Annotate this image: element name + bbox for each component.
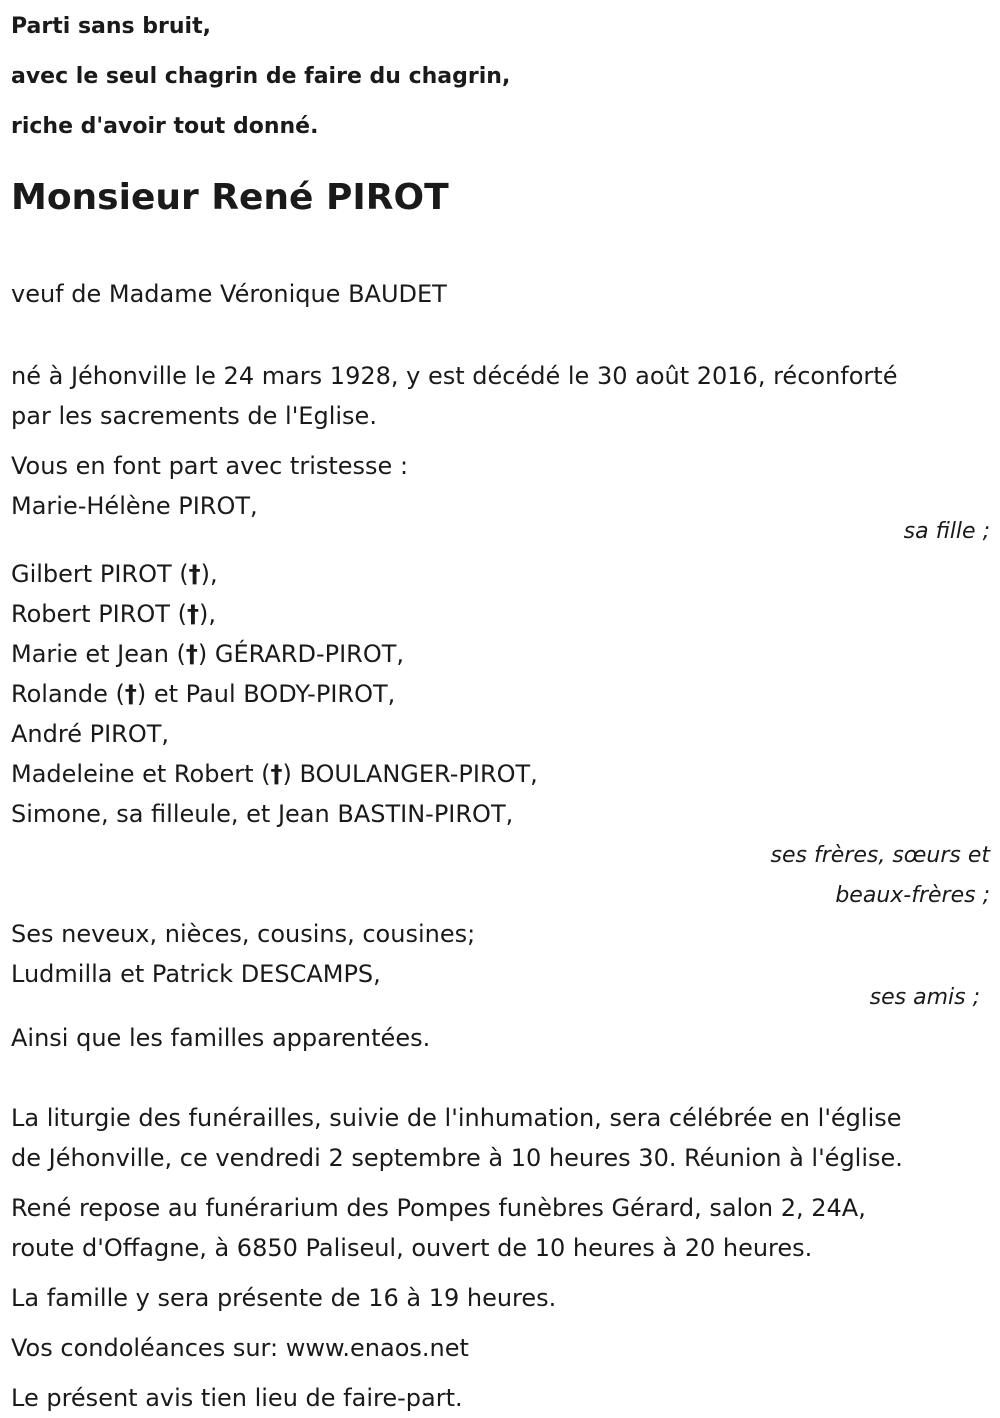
sibling-boulanger-pirot: Madeleine et Robert (†) BOULANGER-PIROT, — [11, 760, 538, 788]
rest-line-2: route d'Offagne, à 6850 Paliseul, ouvert de 10 heures à 20 heures. — [11, 1234, 813, 1262]
sibling-andre: André PIROT, — [11, 720, 170, 748]
families-line: Ainsi que les familles apparentées. — [11, 1024, 431, 1052]
deceased-name: Monsieur René PIROT — [11, 177, 449, 218]
daughter-name: Marie-Hélène PIROT, — [11, 492, 258, 520]
birth-death-paragraph — [11, 356, 990, 436]
rest-paragraph — [11, 1188, 990, 1268]
liturgy-line-1: La liturgie des funérailles, suivie de l'inhumation, sera célébrée en l'église — [11, 1104, 902, 1132]
cross-icon: † — [185, 640, 198, 668]
role-siblings — [11, 836, 990, 916]
cross-icon: † — [186, 600, 199, 628]
siblings-list — [11, 554, 990, 834]
friends-names: Ludmilla et Patrick DESCAMPS, — [11, 960, 381, 988]
role-friends: ses amis ; — [869, 985, 980, 1010]
widow-line: veuf de Madame Véronique BAUDET — [11, 280, 447, 308]
sibling-gerard-pirot: Marie et Jean (†) GÉRARD-PIROT, — [11, 640, 405, 668]
obituary-notice — [11, 0, 990, 1418]
sibling-gilbert: Gilbert PIROT (†), — [11, 560, 218, 588]
condolences-line: Vos condoléances sur: www.enaos.net — [11, 1334, 469, 1362]
role-daughter: sa fille ; — [903, 519, 990, 544]
role-siblings-line-2: beaux-frères ; — [835, 883, 990, 908]
family-presence-line: La famille y sera présente de 16 à 19 heures. — [11, 1284, 557, 1312]
rest-line-1: René repose au funérarium des Pompes funèbres Gérard, salon 2, 24A, — [11, 1194, 866, 1222]
notice-line: Le présent avis tien lieu de faire-part. — [11, 1384, 463, 1412]
relatives-line: Ses neveux, nièces, cousins, cousines; — [11, 920, 476, 948]
liturgy-line-2: de Jéhonville, ce vendredi 2 septembre à 10 heures 30. Réunion à l'église. — [11, 1144, 903, 1172]
sibling-bastin-pirot: Simone, sa filleule, et Jean BASTIN-PIROT, — [11, 800, 514, 828]
birth-line-1: né à Jéhonville le 24 mars 1928, y est décédé le 30 août 2016, réconforté — [11, 362, 898, 390]
epigraph — [11, 2, 990, 152]
sibling-robert: Robert PIROT (†), — [11, 600, 216, 628]
epigraph-line-1: Parti sans bruit, — [11, 14, 211, 39]
role-siblings-line-1: ses frères, sœurs et — [770, 843, 990, 868]
epigraph-line-3: riche d'avoir tout donné. — [11, 114, 319, 139]
liturgy-paragraph — [11, 1098, 990, 1178]
birth-line-2: par les sacrements de l'Eglise. — [11, 402, 377, 430]
cross-icon: † — [124, 680, 137, 708]
announce-line: Vous en font part avec tristesse : — [11, 452, 409, 480]
cross-icon: † — [188, 560, 201, 588]
epigraph-line-2: avec le seul chagrin de faire du chagrin, — [11, 64, 511, 89]
sibling-body-pirot: Rolande (†) et Paul BODY-PIROT, — [11, 680, 396, 708]
cross-icon: † — [270, 760, 283, 788]
